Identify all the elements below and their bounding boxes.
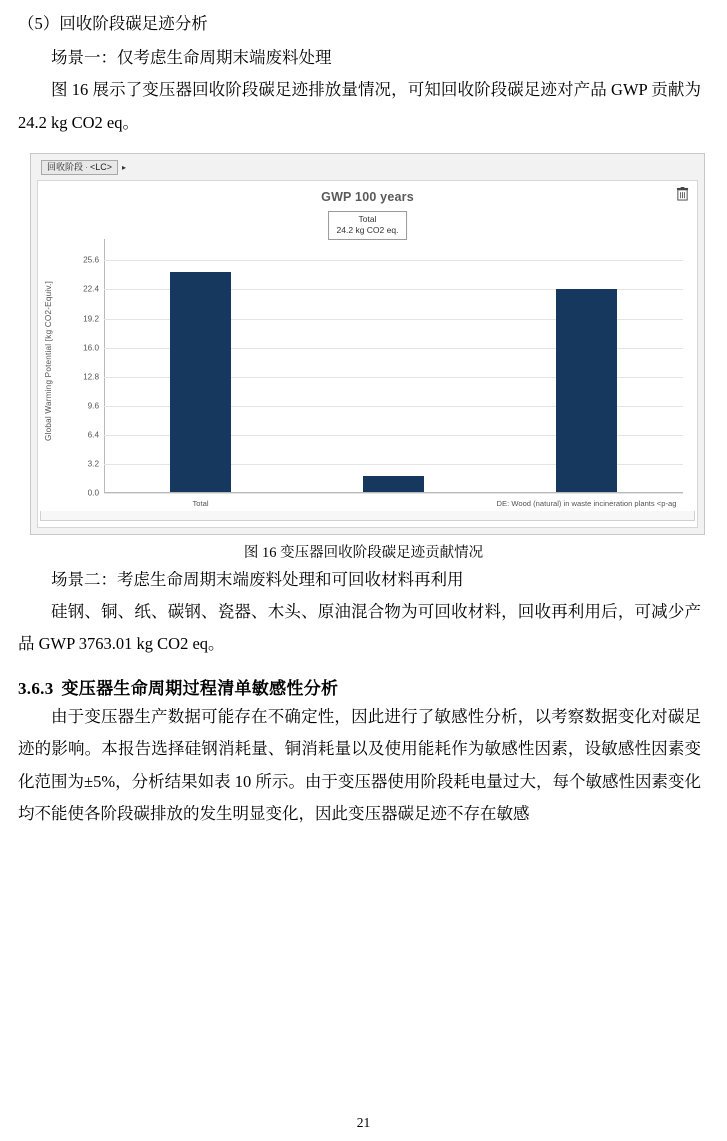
chart-title: GWP 100 years	[321, 189, 414, 204]
scenario-1-text: 场景一：仅考虑生命周期末端废料处理	[51, 48, 332, 68]
figure-tab-label: 回收阶段	[47, 162, 84, 173]
bar[interactable]	[170, 272, 231, 492]
gridline	[104, 260, 683, 261]
y-axis-tick: 25.6	[83, 255, 99, 265]
section-number: 3.6.3	[18, 679, 54, 699]
paragraph-1: 图 16 展示了变压器回收阶段碳足迹排放量情况，可知回收阶段碳足迹对产品 GWP 贡献为 24.2 kg CO2 eq。	[18, 80, 701, 132]
x-axis-tick-label: DE: Wood (natural) in waste incineration plants <p-ag	[496, 498, 677, 508]
chart-total-annotation	[328, 211, 408, 240]
figure-16-container	[30, 153, 705, 535]
chart-footer-strip	[40, 511, 695, 521]
section-title: 变压器生命周期过程清单敏感性分析	[61, 679, 339, 699]
y-axis-tick: 12.8	[83, 372, 99, 382]
paragraph-2: 硅钢、铜、纸、碳钢、瓷器、木头、原油混合物为可回收材料，回收再利用后，可减少产品 GWP 3763.01 kg CO2 eq。	[18, 601, 701, 654]
y-axis-tick: 16.0	[83, 343, 99, 353]
figure-tab-chip[interactable]	[41, 160, 118, 175]
figure-caption: 图 16 变压器回收阶段碳足迹贡献情况	[243, 544, 484, 561]
x-axis-tick-label: Total	[192, 498, 209, 508]
annotation-value: 24.2 kg CO2 eq.	[336, 225, 399, 236]
gridline	[104, 493, 683, 494]
y-axis-tick: 22.4	[83, 284, 99, 294]
y-axis-tick: 19.2	[83, 314, 99, 324]
heading-5: （5）回收阶段碳足迹分析	[18, 14, 208, 33]
bar[interactable]	[556, 289, 617, 491]
plot-area	[83, 239, 683, 498]
trash-icon[interactable]	[676, 187, 689, 201]
bar[interactable]	[363, 476, 424, 491]
y-axis-tick: 0.0	[87, 488, 99, 498]
section-heading	[18, 674, 701, 699]
y-axis-line	[104, 239, 105, 493]
figure-toolbar	[37, 160, 698, 176]
y-axis-tick: 6.4	[87, 430, 99, 440]
figure-tab-separator: ·	[85, 162, 89, 173]
page-number: 21	[356, 1115, 371, 1130]
y-axis-tick: 9.6	[87, 401, 99, 411]
y-axis-label: Global Warming Potential [kg CO2-Equiv.]	[44, 280, 53, 441]
scenario-2-text: 场景二：考虑生命周期末端废料处理和可回收材料再利用	[51, 569, 464, 589]
figure-tab-sub: <LC>	[90, 162, 113, 173]
chart-canvas	[37, 180, 698, 528]
annotation-label: Total	[358, 213, 377, 224]
chevron-right-icon[interactable]: ▸	[122, 163, 127, 173]
y-axis-tick: 3.2	[87, 459, 99, 469]
document-page	[0, 8, 727, 1141]
paragraph-3: 由于变压器生产数据可能存在不确定性，因此进行了敏感性分析，以考察数据变化对碳足迹的影响。本报告选择硅钢消耗量、铜消耗量以及使用能耗作为敏感性因素，设敏感性因素变化范围为±5%，分析结果如表 10 所示。由于变压器使用阶段耗电量过大，每个敏感性因素变化均不能使各阶段碳排放的发生明显变化，因此变压器碳足迹不存在敏感	[18, 707, 701, 823]
